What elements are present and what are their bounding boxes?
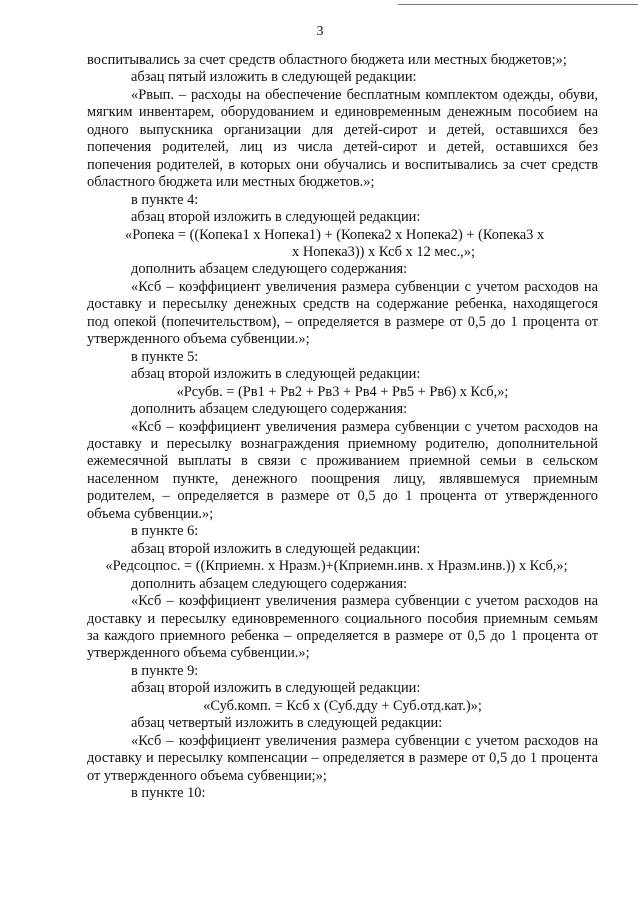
paragraph: воспитывались за счет средств областного бюджета или местных бюджетов;»; [87,52,567,68]
formula-line: х Нопека3)) х Ксб х 12 мес.,»; [292,243,475,260]
paragraph: абзац второй изложить в следующей редакции: [131,540,421,557]
paragraph: дополнить абзацем следующего содержания: [131,575,408,592]
document-body [87,52,598,802]
paragraph: абзац пятый изложить в следующей редакции: [131,69,417,86]
paragraph: в пункте 9: [131,662,199,679]
formula-line: «Рсубв. = (Рв1 + Рв2 + Рв3 + Рв4 + Рв5 + Рв6) х Ксб,»; [176,383,509,400]
paragraph: «Ксб – коэффициент увеличения размера субвенции с учетом расходов на доставку и пересылку компенсации – определяется в размере от 0,5 до 1 процента от утвержденного объема субвенции;»; [87,732,598,784]
paragraph: «Ксб – коэффициент увеличения размера субвенции с учетом расходов на доставку и пересылку вознаграждения приемному родителю, дополнительной ежемесячной выплаты в связи с проживанием приемной семьи в сельском населенном пункте, денежного поощрения лицу, являвшемуся приемным родителем, – определяется в размере от 0,5 до 1 процента от утвержденного объема субвенции.»; [87,418,598,522]
paragraph: абзац второй изложить в следующей редакции: [131,680,421,697]
paragraph: в пункте 4: [131,191,199,208]
header-rule [398,4,638,5]
page-number: 3 [316,24,324,39]
paragraph: в пункте 5: [131,348,199,365]
formula-line: «Ропека = ((Копека1 х Нопека1) + (Копека2 х Нопека2) + (Копека3 х [125,226,545,243]
paragraph: в пункте 10: [131,785,206,802]
paragraph: дополнить абзацем следующего содержания: [131,401,408,418]
formula-line: «Редсоцпос. = ((Кприемн. х Нразм.)+(Кприемн.инв. х Нразм.инв.)) х Ксб,»; [105,558,568,575]
paragraph: абзац четвертый изложить в следующей редакции: [131,715,443,732]
paragraph: в пункте 6: [131,523,199,540]
paragraph: «Ксб – коэффициент увеличения размера субвенции с учетом расходов на доставку и пересылку денежных средств на содержание ребенка, находящегося под опекой (попечительством), – определяется в размере от 0,5 до 1 процента от утвержденного объема субвенции.»; [87,278,598,348]
paragraph: дополнить абзацем следующего содержания: [131,261,408,278]
paragraph: абзац второй изложить в следующей редакции: [131,209,421,226]
paragraph: «Рвып. – расходы на обеспечение бесплатным комплектом одежды, обуви, мягким инвентарем, оборудованием и единовременным денежным пособием на одного выпускника организации для детей-сирот и детей, оставшихся без попечения родителей, лиц из числа детей-сирот и детей, оставшихся без попечения родителей, в которых они обучались и воспитывались за счет средств областного бюджета или местных бюджетов.»; [87,86,598,191]
paragraph: абзац второй изложить в следующей редакции: [131,366,421,383]
formula-line: «Суб.комп. = Ксб х (Суб.дду + Суб.отд.кат.)»; [203,697,482,714]
paragraph: «Ксб – коэффициент увеличения размера субвенции с учетом расходов на доставку и пересылку единовременного социального пособия приемным семьям за каждого приемного ребенка – определяется в размере от 0,5 до 1 процента от утвержденного объема субвенции.»; [87,593,598,662]
